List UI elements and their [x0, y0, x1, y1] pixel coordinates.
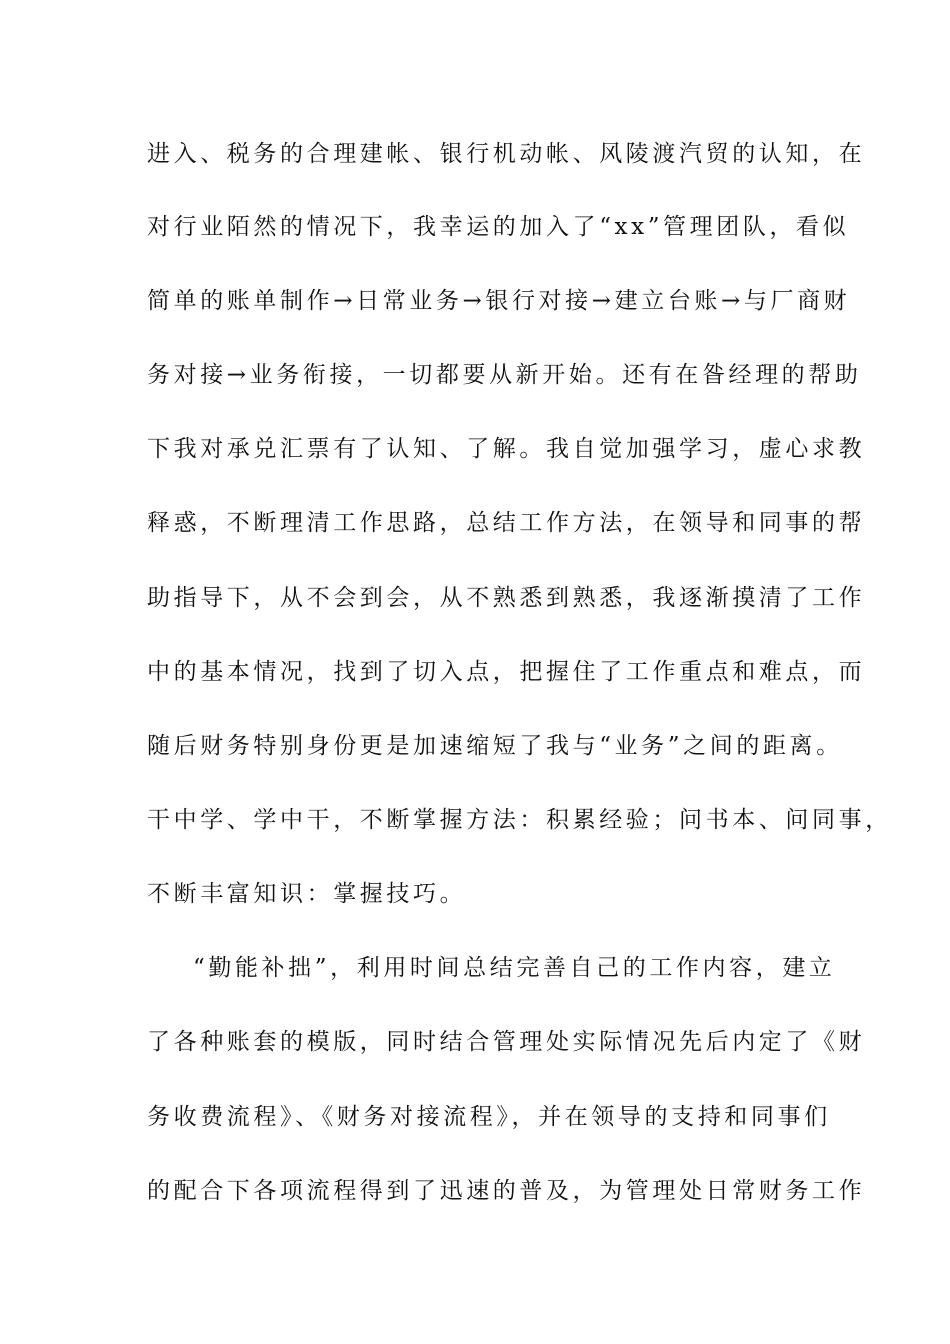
text-line: 务对接→业务衔接，一切都要从新开始。还有在昝经理的帮助 — [147, 362, 862, 388]
text-line: 释惑，不断理清工作思路，总结工作方法，在领导和同事的帮 — [147, 510, 866, 536]
paragraph-first-line: “勤能补拙”，利用时间总结完善自己的工作内容，建立 — [193, 955, 836, 981]
text-line: 的配合下各项流程得到了迅速的普及，为管理处日常财务工作 — [147, 1178, 866, 1204]
text-line: 随后财务特别身份更是加速缩短了我与“业务”之间的距离。 — [147, 733, 843, 759]
text-line: 中的基本情况，找到了切入点，把握住了工作重点和难点，而 — [147, 659, 866, 685]
text-line: 助指导下，从不会到会，从不熟悉到熟悉，我逐渐摸清了工作 — [147, 585, 866, 611]
text-line: 对行业陌然的情况下，我幸运的加入了“xx”管理团队，看似 — [147, 214, 850, 240]
text-line: 简单的账单制作→日常业务→银行对接→建立台账→与厂商财 — [147, 288, 851, 314]
text-line: 不断丰富知识：掌握技巧。 — [147, 881, 467, 907]
text-line: 务收费流程》、《财务对接流程》，并在领导的支持和同事们 — [147, 1104, 831, 1130]
text-line: 干中学、学中干，不断掌握方法：积累经验；问书本、问同事， — [147, 807, 892, 833]
text-line: 进入、税务的合理建帐、银行机动帐、风陵渡汽贸的认知，在 — [147, 141, 866, 167]
text-line: 下我对承兑汇票有了认知、了解。我自觉加强学习，虚心求教 — [147, 436, 866, 462]
text-line: 了各种账套的模版，同时结合管理处实际情况先后内定了《财 — [147, 1029, 866, 1055]
